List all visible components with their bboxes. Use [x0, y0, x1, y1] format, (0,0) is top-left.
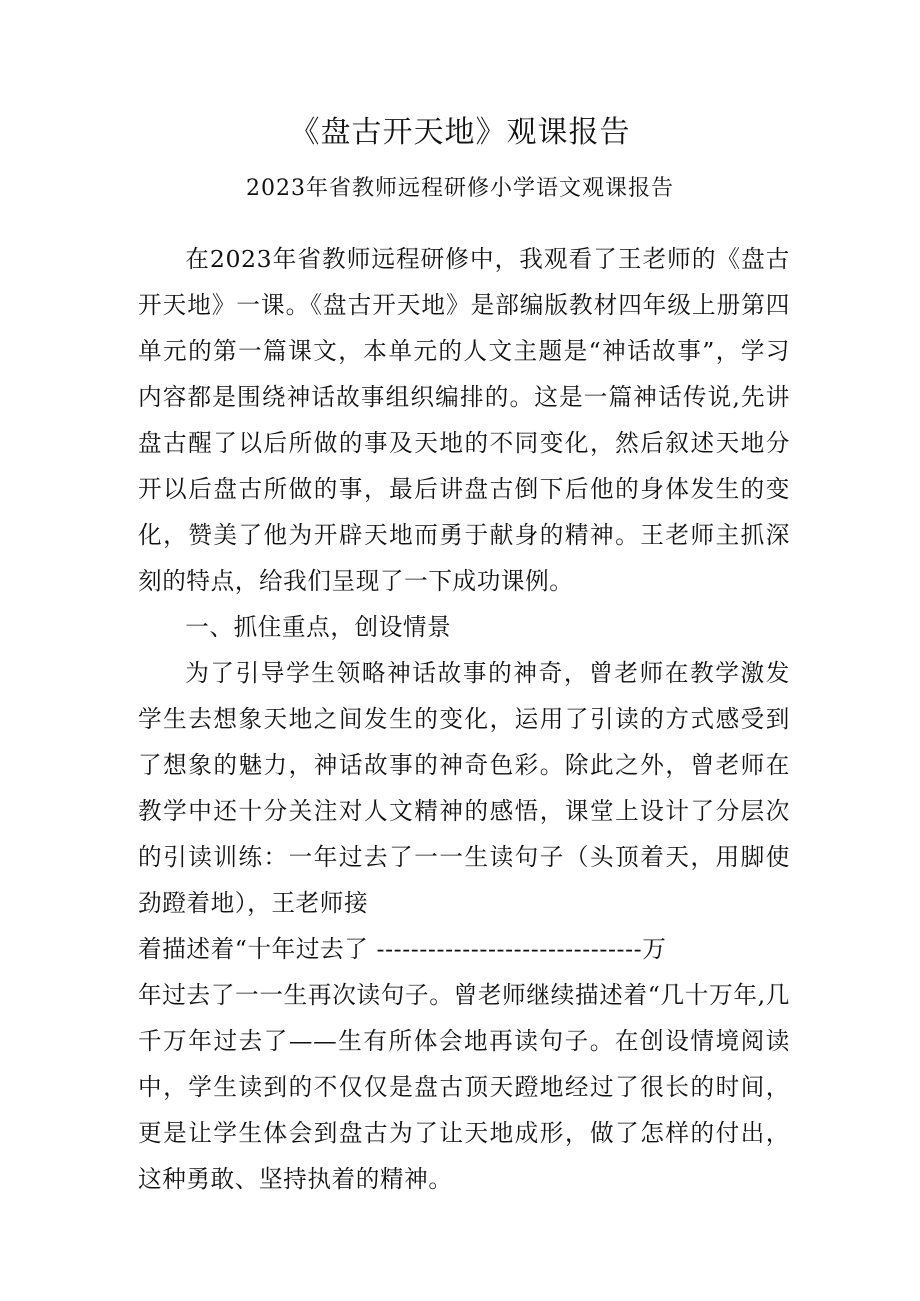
- section-1-dashed-line: 着描述着“十年过去了 -------------------------------万: [138, 935, 667, 963]
- section-1-paragraph-part-1: 为了引导学生领略神话故事的神奇，曾老师在教学激发学生去想象天地之间发生的变化，运用了引读的方式感受到了想象的魅力，神话故事的神奇色彩。除此之外，曾老师在教学中还十分关注对人文精神的感悟，课堂上设计了分层次的引读训练：一年过去了一一生读句子（头顶着天，用脚使劲蹬着地），王老师接: [138, 659, 790, 917]
- document-body: [138, 236, 790, 1202]
- intro-paragraph: 在2023年省教师远程研修中，我观看了王老师的《盘古开天地》一课。《盘古开天地》是部编版教材四年级上册第四单元的第一篇课文，本单元的人文主题是“神话故事”，学习内容都是围绕神话故事组织编排的。这是一篇神话传说,先讲盘古醒了以后所做的事及天地的不同变化，然后叙述天地分开以后盘古所做的事，最后讲盘古倒下后他的身体发生的变化，赞美了他为开辟天地而勇于献身的精神。王老师主抓深刻的特点，给我们呈现了一下成功课例。: [138, 245, 790, 595]
- document-title: 《盘古开天地》观课报告: [289, 115, 631, 150]
- document-subtitle: 2023年省教师远程研修小学语文观课报告: [246, 176, 674, 201]
- section-1-paragraph-part-2: 年过去了一一生再次读句子。曾老师继续描述着“几十万年,几千万年过去了——生有所体会地再读句子。在创设情境阅读中，学生读到的不仅仅是盘古顶天蹬地经过了很长的时间，更是让学生体会到盘古为了让天地成形，做了怎样的付出，这种勇敢、坚持执着的精神。: [138, 981, 790, 1193]
- section-heading-1: 一、抓住重点，创设情景: [185, 613, 452, 641]
